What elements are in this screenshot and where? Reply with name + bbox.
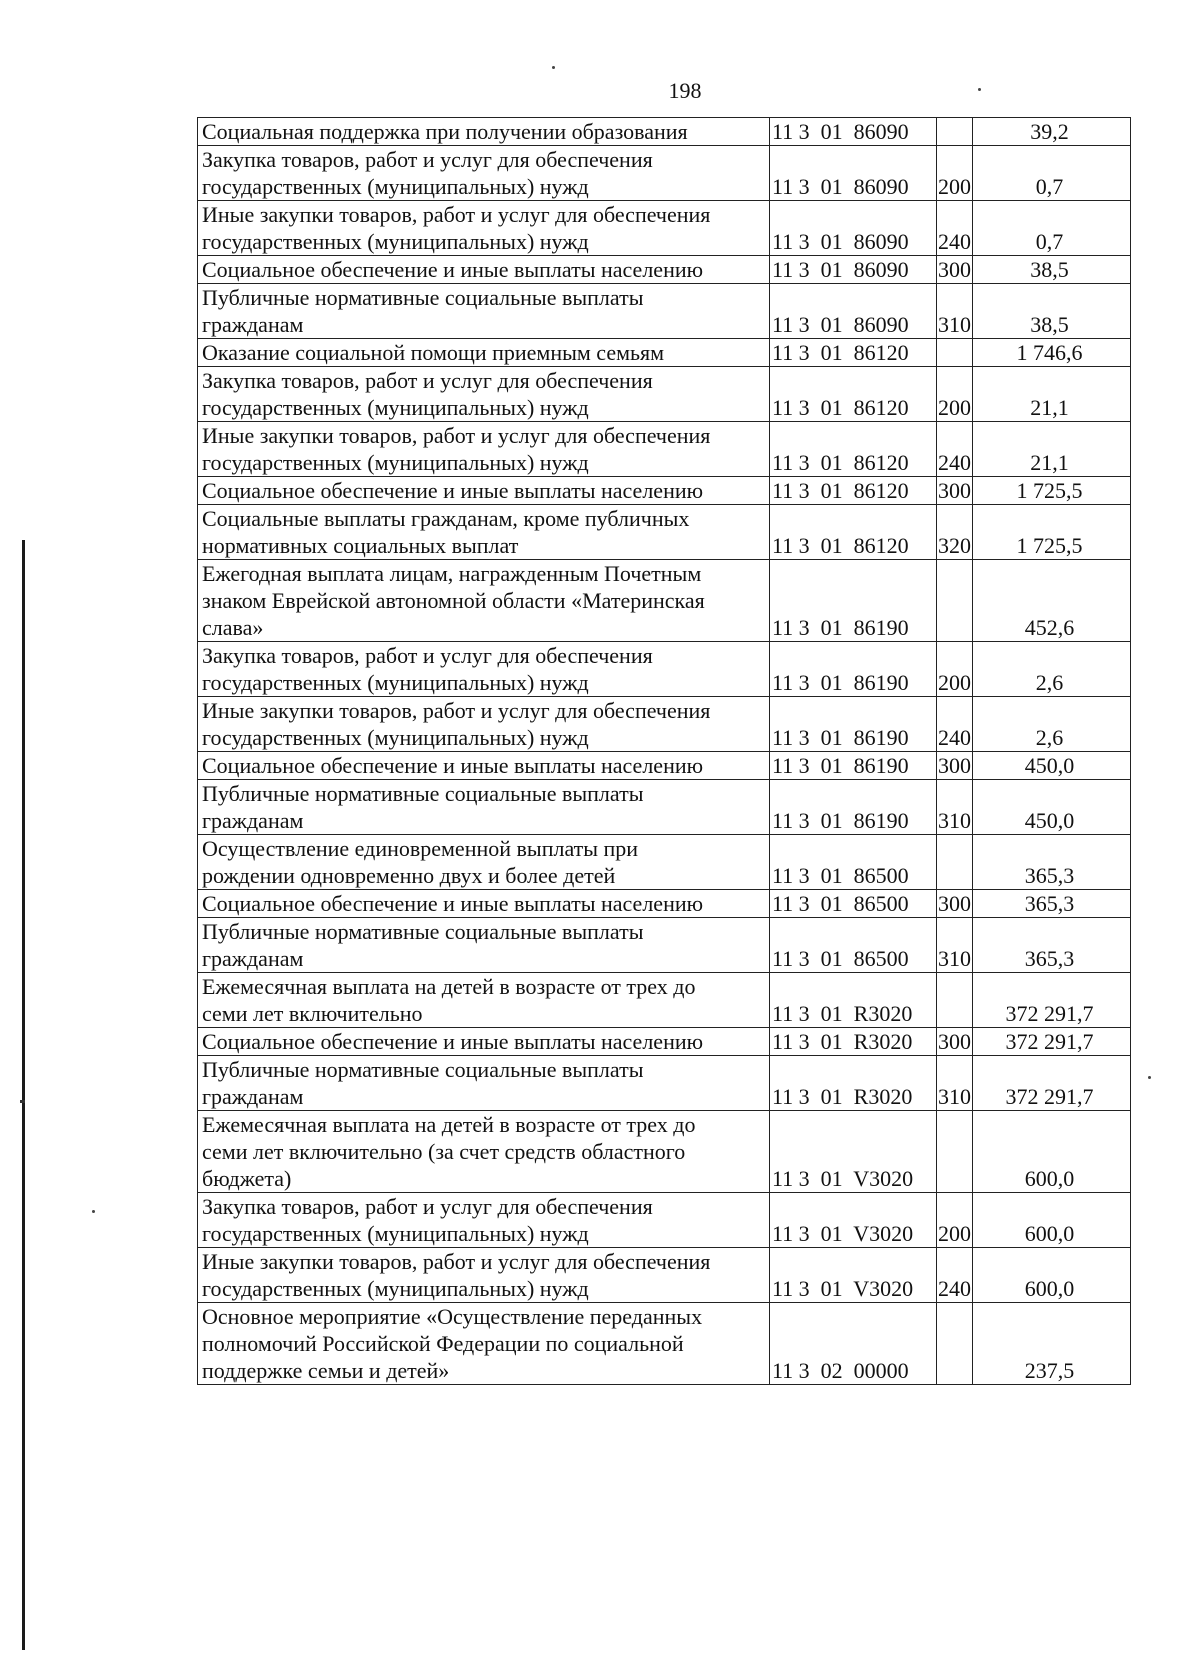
row-expense-type-cell — [937, 118, 973, 146]
table-row — [198, 1028, 1131, 1056]
row-expense-type-cell: 310 — [937, 780, 973, 835]
row-amount-cell: 600,0 — [973, 1248, 1131, 1303]
row-code-cell: 11 3 01 86090 — [770, 201, 937, 256]
row-amount-cell: 452,6 — [973, 560, 1131, 642]
row-name-cell: Ежемесячная выплата на детей в возрасте от трех до семи лет включительно — [198, 973, 770, 1028]
row-expense-type-cell: 300 — [938, 891, 971, 916]
row-name-cell: Оказание социальной помощи приемным семьям — [198, 339, 770, 367]
row-code-cell: 11 3 01 R3020 — [770, 1056, 937, 1111]
row-code-cell: 11 3 01 86190 — [770, 697, 937, 752]
row-amount-cell: 365,3 — [973, 890, 1131, 918]
row-expense-type-cell: 240 — [937, 422, 973, 477]
scan-speck — [1148, 1076, 1151, 1079]
row-code-cell: 11 3 02 00000 — [770, 1303, 937, 1385]
budget-table — [197, 117, 1131, 1385]
row-expense-type-cell: 240 — [937, 1248, 973, 1303]
row-expense-type-cell: 240 — [937, 201, 973, 256]
row-name-cell: Социальное обеспечение и иные выплаты населению — [198, 477, 770, 505]
row-amount-cell: 21,1 — [973, 367, 1131, 422]
row-amount-cell: 372 291,7 — [973, 973, 1131, 1028]
row-expense-type-cell: 300 — [938, 257, 971, 282]
row-expense-type-cell — [937, 835, 973, 890]
table-row — [198, 505, 1131, 560]
table-row — [198, 284, 1131, 339]
table-row — [198, 642, 1131, 697]
row-amount-cell: 1 725,5 — [973, 477, 1131, 505]
table-row — [198, 1248, 1131, 1303]
row-amount-cell: 1 746,6 — [973, 339, 1131, 367]
row-name-cell: Ежемесячная выплата на детей в возрасте от трех до семи лет включительно (за счет средств областного бюджета) — [198, 1111, 770, 1193]
row-name-cell: Закупка товаров, работ и услуг для обеспечения государственных (муниципальных) нужд — [198, 1193, 770, 1248]
row-amount-cell: 600,0 — [973, 1193, 1131, 1248]
row-name-cell: Социальные выплаты гражданам, кроме публичных нормативных социальных выплат — [198, 505, 770, 560]
row-name-cell: Социальное обеспечение и иные выплаты населению — [198, 256, 770, 284]
row-amount-cell: 0,7 — [973, 201, 1131, 256]
table-row — [198, 918, 1131, 973]
row-code-cell: 11 3 01 86090 — [770, 118, 937, 146]
table-row — [198, 560, 1131, 642]
table-row — [198, 973, 1131, 1028]
row-expense-type-cell: 200 — [937, 1193, 973, 1248]
table-row — [198, 256, 1131, 284]
row-code-cell: 11 3 01 86120 — [770, 477, 937, 505]
row-expense-type-cell — [937, 1111, 973, 1193]
row-code-cell: 11 3 01 86500 — [770, 890, 937, 918]
row-name-cell: Закупка товаров, работ и услуг для обеспечения государственных (муниципальных) нужд — [198, 146, 770, 201]
table-row — [198, 367, 1131, 422]
row-code-cell: 11 3 01 V3020 — [770, 1193, 937, 1248]
table-row — [198, 780, 1131, 835]
row-expense-type-cell: 310 — [937, 284, 973, 339]
row-expense-type-cell: 300 — [938, 478, 971, 503]
row-expense-type-cell: 200 — [937, 367, 973, 422]
row-expense-type-cell: 300 — [938, 1029, 971, 1054]
table-row — [198, 697, 1131, 752]
row-expense-type-cell — [937, 1303, 973, 1385]
row-name-cell: Публичные нормативные социальные выплаты гражданам — [198, 918, 770, 973]
table-row — [198, 1111, 1131, 1193]
row-expense-type-cell: 310 — [937, 918, 973, 973]
row-amount-cell: 450,0 — [973, 752, 1131, 780]
row-amount-cell: 2,6 — [973, 642, 1131, 697]
row-code-cell: 11 3 01 86500 — [770, 918, 937, 973]
row-name-cell: Иные закупки товаров, работ и услуг для обеспечения государственных (муниципальных) нужд — [198, 422, 770, 477]
row-code-cell: 11 3 01 86120 — [770, 505, 937, 560]
row-name-cell: Основное мероприятие «Осуществление переданных полномочий Российской Федерации по социальной поддержке семьи и детей» — [198, 1303, 770, 1385]
row-expense-type-cell: 200 — [937, 146, 973, 201]
row-amount-cell: 21,1 — [973, 422, 1131, 477]
row-amount-cell: 365,3 — [973, 918, 1131, 973]
row-code-cell: 11 3 01 86120 — [770, 367, 937, 422]
row-code-cell: 11 3 01 86190 — [770, 560, 937, 642]
row-code-cell: 11 3 01 86120 — [770, 339, 937, 367]
row-amount-cell: 0,7 — [973, 146, 1131, 201]
row-name-cell: Иные закупки товаров, работ и услуг для обеспечения государственных (муниципальных) нужд — [198, 697, 770, 752]
row-amount-cell: 372 291,7 — [973, 1056, 1131, 1111]
row-amount-cell: 39,2 — [973, 118, 1131, 146]
table-row — [198, 835, 1131, 890]
row-expense-type-cell — [937, 973, 973, 1028]
row-amount-cell: 600,0 — [973, 1111, 1131, 1193]
row-name-cell: Иные закупки товаров, работ и услуг для обеспечения государственных (муниципальных) нужд — [198, 1248, 770, 1303]
row-name-cell: Иные закупки товаров, работ и услуг для обеспечения государственных (муниципальных) нужд — [198, 201, 770, 256]
page-number: 198 — [668, 78, 702, 103]
row-code-cell: 11 3 01 86190 — [770, 752, 937, 780]
table-row — [198, 339, 1131, 367]
table-row — [198, 201, 1131, 256]
row-name-cell: Социальное обеспечение и иные выплаты населению — [198, 752, 770, 780]
row-code-cell: 11 3 01 86090 — [770, 146, 937, 201]
row-name-cell: Публичные нормативные социальные выплаты гражданам — [198, 284, 770, 339]
table-row — [198, 752, 1131, 780]
row-code-cell: 11 3 01 86190 — [770, 780, 937, 835]
row-code-cell: 11 3 01 86500 — [770, 835, 937, 890]
scan-speck — [552, 66, 555, 69]
table-row — [198, 890, 1131, 918]
table-body — [198, 118, 1131, 1385]
row-name-cell: Социальное обеспечение и иные выплаты населению — [198, 890, 770, 918]
table-row — [198, 477, 1131, 505]
row-amount-cell: 1 725,5 — [973, 505, 1131, 560]
row-code-cell: 11 3 01 86190 — [770, 642, 937, 697]
row-code-cell: 11 3 01 86120 — [770, 422, 937, 477]
table-row — [198, 1193, 1131, 1248]
row-name-cell: Осуществление единовременной выплаты при рождении одновременно двух и более детей — [198, 835, 770, 890]
row-expense-type-cell — [937, 339, 973, 367]
scan-edge-mark — [20, 1100, 25, 1103]
table-row — [198, 146, 1131, 201]
row-amount-cell: 237,5 — [973, 1303, 1131, 1385]
table-row — [198, 422, 1131, 477]
row-expense-type-cell: 300 — [938, 753, 971, 778]
row-expense-type-cell: 320 — [937, 505, 973, 560]
row-code-cell: 11 3 01 R3020 — [770, 973, 937, 1028]
row-code-cell: 11 3 01 86090 — [770, 284, 937, 339]
table-row — [198, 1056, 1131, 1111]
row-amount-cell: 365,3 — [973, 835, 1131, 890]
row-code-cell: 11 3 01 V3020 — [770, 1111, 937, 1193]
row-name-cell: Закупка товаров, работ и услуг для обеспечения государственных (муниципальных) нужд — [198, 367, 770, 422]
row-amount-cell: 372 291,7 — [973, 1028, 1131, 1056]
scan-edge-line — [22, 540, 25, 1650]
row-amount-cell: 38,5 — [973, 284, 1131, 339]
row-expense-type-cell: 240 — [937, 697, 973, 752]
row-code-cell: 11 3 01 V3020 — [770, 1248, 937, 1303]
table-row — [198, 118, 1131, 146]
row-expense-type-cell: 310 — [937, 1056, 973, 1111]
row-name-cell: Социальное обеспечение и иные выплаты населению — [198, 1028, 770, 1056]
row-code-cell: 11 3 01 86090 — [770, 256, 937, 284]
scan-speck — [978, 88, 981, 91]
table-row — [198, 1303, 1131, 1385]
row-name-cell: Публичные нормативные социальные выплаты гражданам — [198, 1056, 770, 1111]
row-amount-cell: 2,6 — [973, 697, 1131, 752]
row-name-cell: Социальная поддержка при получении образования — [198, 118, 770, 146]
row-name-cell: Публичные нормативные социальные выплаты гражданам — [198, 780, 770, 835]
row-amount-cell: 450,0 — [973, 780, 1131, 835]
row-expense-type-cell — [937, 560, 973, 642]
row-expense-type-cell: 200 — [937, 642, 973, 697]
row-name-cell: Ежегодная выплата лицам, награжденным Почетным знаком Еврейской автономной области «Материнская слава» — [198, 560, 770, 642]
scan-speck — [92, 1210, 95, 1213]
row-code-cell: 11 3 01 R3020 — [770, 1028, 937, 1056]
row-amount-cell: 38,5 — [973, 256, 1131, 284]
row-name-cell: Закупка товаров, работ и услуг для обеспечения государственных (муниципальных) нужд — [198, 642, 770, 697]
